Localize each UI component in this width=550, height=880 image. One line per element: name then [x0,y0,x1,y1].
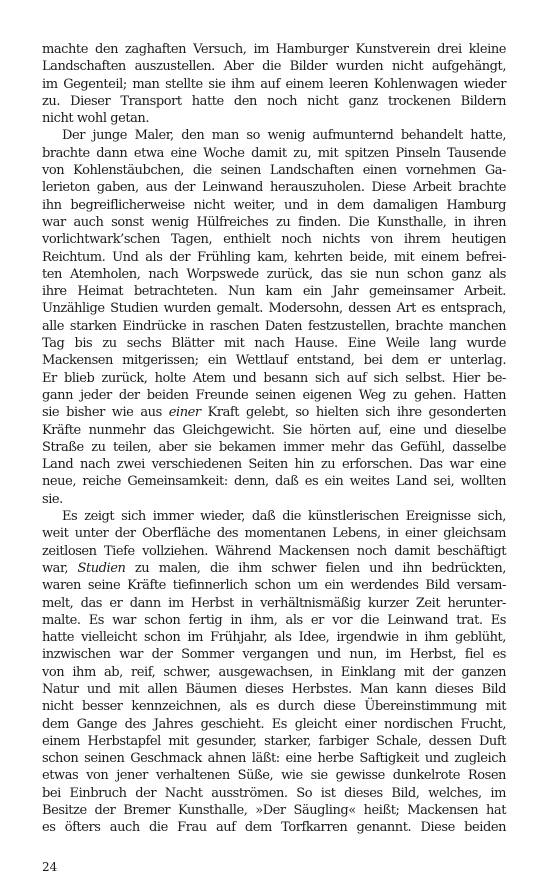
text-line: bei Einbruch der Nacht ausströmen. So ist dieses Bild, welches, im [42,785,506,801]
text-line: war auch sonst wenig Hülfreiches zu finden. Die Kunsthalle, in ihren [42,214,506,230]
text-line: Mackensen mitgerissen; ein Wettlauf entstand, bei dem er unterlag. [42,353,506,369]
text-line: Natur und mit allen Bäumen dieses Herbstes. Man kann dieses Bild [42,681,506,697]
text-line: Reichtum. Und als der Frühling kam, kehrten beide, mit einem befrei- [42,249,506,265]
text-line: nicht wohl getan. [42,111,150,127]
text-line: zeitlosen Tiefe vollziehen. Während Mackensen noch damit beschäftigt [42,543,506,559]
text-line: malte. Es war schon fertig in ihm, als er vor die Leinwand trat. Es [42,612,506,628]
text-line: im Gegenteil; man stellte sie ihm auf einem leeren Kohlenwagen wieder [42,76,506,92]
text-line: Es zeigt sich immer wieder, daß die künstlerischen Ereignisse sich, [62,509,506,525]
body-text [42,41,506,837]
text-line: weit unter der Oberfläche des momentanen Lebens, in einer gleichsam [42,526,506,542]
text-line: schon seinen Geschmack ahnen läßt: eine herbe Saftigkeit und zugleich [42,751,506,767]
text-line: etwas von jener verhaltenen Süße, wie sie gewisse dunkelrote Rosen [42,768,506,784]
text-line: von ihm ab, reif, schwer, ausgewachsen, in Einklang mit der ganzen [42,664,506,680]
text-line: Unzählige Studien wurden gemalt. Modersohn, dessen Art es entsprach, [42,301,506,317]
emphasized-word: einer [168,405,201,421]
text-line: zu. Dieser Transport hatte den noch nicht ganz trockenen Bildern [42,93,506,109]
text-line: vorlichtwark’schen Tagen, enthielt noch nichts von ihrem heutigen [42,232,506,248]
text-line: inzwischen war der Sommer vergangen und nun, im Herbst, fiel es [42,647,506,663]
text-line: neue, reiche Gemeinsamkeit: denn, daß es ein weites Land sei, wollten [42,474,506,490]
text-line: Tag bis zu sechs Blätter mit nach Hause. Eine Weile lang wurde [42,336,506,352]
text-line: waren seine Kräfte tiefinnerlich schon um ein werdendes Bild versam- [42,578,506,594]
page-number: 24 [42,860,58,874]
text-line: Land nach zwei verschiedenen Seiten hin zu erforschen. Das war eine [42,457,506,473]
text-line: hatte vielleicht schon im Frühjahr, als Idee, irgendwie in ihm geblüht, [42,630,506,646]
text-line: ihre Heimat betrachteten. Nun kam ein Jahr gemeinsamer Arbeit. [42,284,506,300]
text-line: machte den zaghaften Versuch, im Hamburger Kunstverein drei kleine [42,42,506,57]
text-line: Kräfte nunmehr das Gleichgewicht. Sie hörten auf, eine und dieselbe [42,422,506,438]
text-line: Landschaften auszustellen. Aber die Bilder wurden nicht aufgehängt, [42,59,506,75]
text-line: ten Atemholen, nach Worpswede zurück, das sie nun schon ganz als [42,266,506,282]
text-line [42,404,506,421]
text-line: lerieton gaben, aus der Leinwand herauszuholen. Diese Arbeit brachte [42,180,506,196]
text-line-part: war, [42,560,78,576]
text-line: Der junge Maler, den man so wenig aufmunternd behandelt hatte, [62,128,506,144]
text-line-part: sie bisher wie aus [42,405,169,421]
text-line [42,560,506,577]
text-line: alle starken Eindrücke in raschen Daten festzustellen, brachte manchen [42,318,506,334]
text-line: einem Herbstapfel mit gesunder, starker, farbiger Schale, dessen Duft [42,733,506,749]
text-line: Straße zu teilen, aber sie bekamen immer mehr das Gefühl, dasselbe [42,439,506,455]
text-line: Er blieb zurück, holte Atem und besann sich auf sich selbst. Hier be- [42,370,506,386]
text-line: Besitze der Bremer Kunsthalle, »Der Säugling« heißt; Mackensen hat [42,803,506,819]
text-line: brachte dann etwa eine Woche damit zu, mit spitzen Pinseln Tausende [42,145,506,161]
emphasized-word: Studien [77,560,126,576]
text-line: es öfters auch die Frau auf dem Torfkarren genannt. Diese beiden [42,820,506,836]
text-line: von Kohlenstäubchen, die seinen Landschaften einen vornehmen Ga- [42,163,506,179]
text-line: dem Gange des Jahres geschieht. Es gleicht einer nordischen Frucht, [42,716,506,732]
text-line: melt, das er dann im Herbst in verhältnismäßig kurzer Zeit herunter- [42,595,506,611]
text-line-part: zu malen, die ihm schwer fielen und ihn bedrückten, [125,560,506,576]
text-line: gann jeder der beiden Freunde seinen eigenen Weg zu gehen. Hatten [42,387,506,403]
text-line-part: Kraft gelebt, so hielten sich ihre gesonderten [200,405,506,421]
text-line: sie. [42,491,63,507]
text-line: ihn begreiflicherweise nicht weiter, und in dem damaligen Hamburg [42,197,506,213]
text-line: nicht besser kennzeichnen, als es durch diese Übereinstimmung mit [42,699,506,715]
